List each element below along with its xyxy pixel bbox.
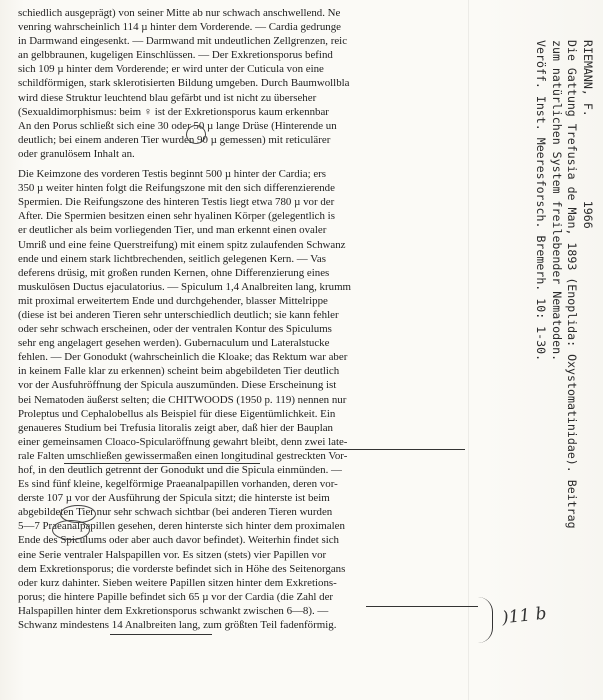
text-line: sehr eng angelagert gesehen werden). Gubernaculum und Lateralstucke xyxy=(18,337,330,350)
pen-circle-female-symbol xyxy=(186,125,206,144)
text-line: bei Nematoden äußerst selten; die CHITWOODS (1950 p. 119) nennen nur xyxy=(18,393,347,406)
body-text xyxy=(18,6,470,632)
text-line: mit proximal erweitertem Ende und durchgehender, blasser Mittelrippe xyxy=(18,294,328,307)
citation-line-3: Veröff. Inst. Meeresforsch. Bremerh. 10: 1-30. xyxy=(534,40,549,362)
text-line: schildförmigen, stark sklerotisierten Bildung umgeben. Durch Baumwollbla xyxy=(18,77,350,90)
text-line: deferens drüsig, mit großen runden Kernen, ohne Differenzierung eines xyxy=(18,266,330,279)
text-line: oder sehr schwach erscheinen, oder der ventralen Kontur des Spiculums xyxy=(18,323,332,336)
citation-year: 1966 xyxy=(581,200,595,229)
text-line: muskulösen Ductus ejaculatorius. — Spiculum 1,4 Analbreiten lang, krumm xyxy=(18,280,352,293)
text-line: After. Die Spermien besitzen einen sehr hyalinen Körper (gelegentlich is xyxy=(18,210,335,223)
text-line: er deutlicher als beim vorliegenden Tier, und man erkennt einen ovaler xyxy=(18,224,327,237)
text-line: oder kurz dahinter. Sieben weitere Papillen sitzen hinter dem Exkretions- xyxy=(18,576,337,589)
text-line: (diese ist bei anderen Tieren sehr unterschiedlich deutlich; sie kann fehler xyxy=(18,308,339,321)
text-line: ende und einem stark lichtbrechenden, seitlich gelegenen Kern. — Vas xyxy=(18,252,326,265)
paragraph-2 xyxy=(18,167,470,632)
text-line: porus; die hintere Papille befindet sich 65 µ vor der Cardia (die Zahl der xyxy=(18,590,334,603)
text-line: Umriß und eine feine Querstreifung) mit einem spitz zulaufenden Schwanz xyxy=(18,238,346,251)
citation-slip xyxy=(511,40,595,640)
citation-line-1: Die Gattung Trefusia de Man, 1893 (Enoplida: Oxystomatinidae). Beitrag xyxy=(565,40,580,529)
pen-underline-sieben-weitere xyxy=(110,634,212,635)
text-line: Proleptus und Cephalobellus als Beispiel für diese Eigentümlichkeit. Ein xyxy=(18,407,336,420)
text-line: eine Serie ventraler Halspapillen vor. Es sitzen (stets) vier Papillen vor xyxy=(18,548,327,561)
text-line: schiedlich ausgeprägt) von seiner Mitte ab nur schwach anschwellend. Ne xyxy=(18,7,341,19)
text-line: wird diese Struktur leuchtend blau gefärbt und ist nicht zu überseher xyxy=(18,91,317,104)
text-line: Die Keimzone des vorderen Testis beginnt 500 µ hinter der Cardia; ers xyxy=(18,168,327,181)
text-line: Halspapillen hinter dem Exkretionsporus schwankt zwischen 6—8). — xyxy=(18,604,329,617)
text-line: Es sind fünf kleine, kegelförmige Praeanalpapillen vorhanden, deren vor- xyxy=(18,478,338,491)
text-line: in Darmwand eingesenkt. — Darmwand mit undeutlichen Zellgrenzen, reic xyxy=(18,35,348,48)
handwritten-margin-note: )11 b xyxy=(501,603,548,629)
citation-header xyxy=(580,40,596,529)
text-line: 350 µ weiter hinten folgt die Reifungszone mit den sich differenzierende xyxy=(18,182,335,195)
text-line: Ende des Spiculums oder aber auch davor befindet). Weiterhin findet sich xyxy=(18,534,340,547)
text-line: 5—7 Praeanalpapillen gesehen, deren hinterste sich hinter dem proximalen xyxy=(18,520,345,533)
text-line: hof, in den deutlich getrennt der Gonodukt und die Spicula einmünden. — xyxy=(18,464,342,476)
citation-author: RIEMANN, F. xyxy=(581,40,595,117)
text-line: deutlich; bei einem anderen Tier wurden 90 µ gemessen) mit reticulärer xyxy=(18,133,331,146)
text-line: sich 109 µ hinter dem Vorderende; er wird unter der Cuticula von eine xyxy=(18,63,324,76)
text-line: Spermien. Die Reifungszone des hinteren Testis liegt etwa 780 µ vor der xyxy=(18,196,335,209)
paragraph-1 xyxy=(18,6,470,161)
citation-text xyxy=(533,40,595,529)
citation-line-2: zum natürlichen System freilebender Nematoden. xyxy=(550,40,564,362)
pen-underline-ausfuhroeffnung xyxy=(64,463,260,464)
text-line: An den Porus schließt sich eine 30 oder 50 µ lange Drüse (Hinterende un xyxy=(18,119,337,132)
text-line: einer gemeinsamen Cloaco-Spicularöffnung gewahrt bleibt, denn zwei late- xyxy=(18,435,348,448)
text-line: in keinem Falle klar zu erkennen) scheint beim abgebildeten Tier deutlich xyxy=(18,365,340,378)
text-line: abgebildeten Tier nur sehr schwach sichtbar (bei anderen Tieren wurden xyxy=(18,506,333,519)
text-line: derste 107 µ vor der Ausführung der Spicula sitzt; die hinterste ist beim xyxy=(18,492,330,505)
text-line: (Sexualdimorphismus: beim ♀ ist der Exkretionsporus kaum erkennbar xyxy=(18,105,329,118)
pen-underline-abgebildeten-tier xyxy=(305,449,465,450)
text-line: fehlen. — Der Gonodukt (wahrscheinlich die Kloake; das Rektum war aber xyxy=(18,351,348,364)
text-line: genaueres Studium bei Trefusia litoralis zeigt aber, daß hier der Bauplan xyxy=(18,421,334,434)
text-line: dem Exkretionsporus; die vorderste befindet sich in Höhe des Seitenorgans xyxy=(18,562,346,575)
text-line: Schwanz mindestens 14 Analbreiten lang, zum größten Teil fadenförmig. xyxy=(18,619,337,632)
pen-underline-vier-papillen xyxy=(366,606,478,607)
text-line: an gelbbraunen, kugeligen Einschlüssen. — Der Exkretionsporus befind xyxy=(18,49,333,62)
text-line: vor der Ausfuhröffnung der Spicula auszumünden. Diese Erscheinung ist xyxy=(18,379,337,392)
text-line: rale Falten umschließen gewissermaßen einen longitudinal gestreckten Vor- xyxy=(18,449,348,462)
text-line: venring wahrscheinlich 114 µ hinter dem Vorderende. — Cardia gedrunge xyxy=(18,21,342,34)
pen-circle-107 xyxy=(52,520,90,540)
text-line: oder granulösem Inhalt an. xyxy=(18,147,135,160)
